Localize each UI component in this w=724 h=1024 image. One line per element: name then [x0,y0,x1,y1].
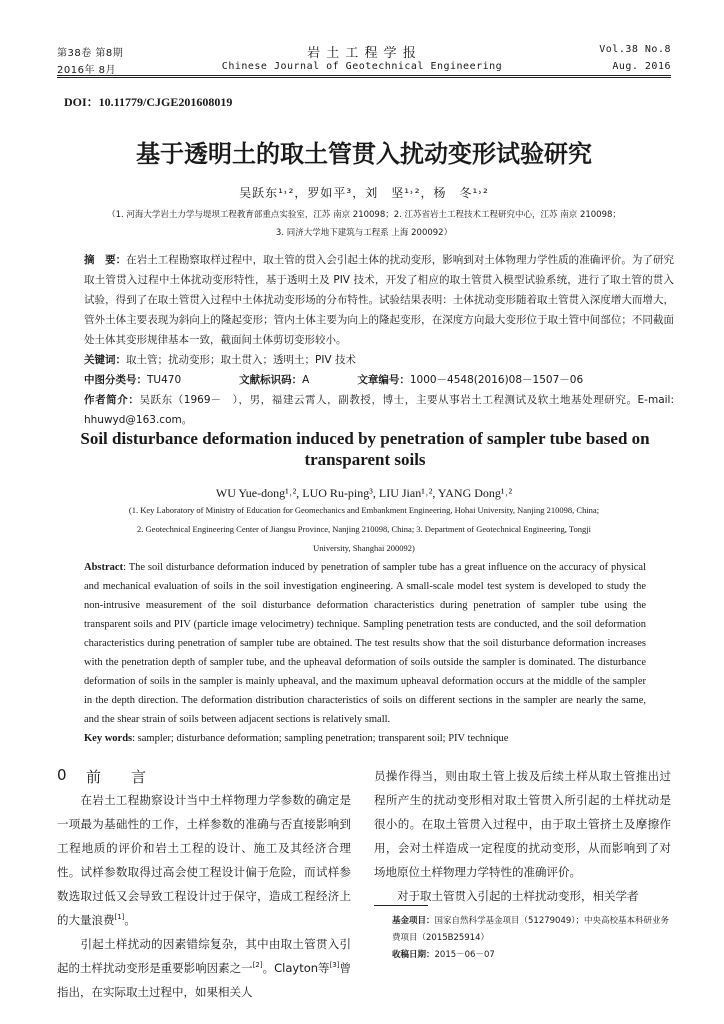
doi: DOI：10.11779/CJGE201608019 [64,95,233,109]
en-authors: WU Yue-dong¹˒², LUO Ru-ping³, LIU Jian¹˒², YANG Dong¹˒² [215,486,513,500]
en-affiliation-2: 2. Geotechnical Engineering Center of Jiangsu Province, Nanjing 210098, China; 3. Department of Geotechnical Engineering, Tongji [137,524,591,534]
footnote-fund [392,913,671,947]
left-col-paragraph-2: 引起土样扰动的因素错综复杂，其中由取土管贯入引起的土样扰动变形是重要影响因素之一 [57,937,351,975]
received-label: 收稿日期： [392,950,435,960]
cn-keywords: 取土管；扰动变形；取土贯入；透明土；PIV 技术 [126,354,356,366]
journal-volume-en: Vol.38 No.8 [599,44,671,55]
journal-date-cn: 2016年 8月 [57,65,116,76]
cn-class: TU470 [147,374,182,386]
journal-name-en: Chinese Journal of Geotechnical Engineering [221,61,503,72]
left-col-paragraph-1: 在岩土工程勘察设计当中土样物理力学参数的确定是一项最为基础性的工作，土样参数的准确与否直接影响到工程地质的评价和岩土工程的设计、施工及其经济合理性。试样参数取得过高会使工程设计偏于危险，而试样参数选取过低又会导致工程设计过于保守，造成工程经济上的大量浪费 [57,793,351,927]
en-affiliation-1: (1. Key Laboratory of Ministry of Education for Geomechanics and Embankment Engineering, Hohai University, Nanjing 210098, China; [128,505,600,515]
cn-doccode: A [302,374,310,386]
en-affiliation-3: University, Shanghai 200092) [313,543,415,553]
cn-abstract-label: 摘 要： [84,254,127,266]
en-abstract-text: : The soil disturbance deformation induced by penetration of sampler tube has a great influence on the accuracy of physical and mechanical evaluation of soils in the soil investigation engineering. A small-scale model test system is developed to study the non-intrusive measurement of the soil disturbance deformation characteristics during penetration of sampler tube using the transparent soils and PIV (particle image velocimetry) technique. Sampling penetration tests are conducted, and the soil deformation characteristics during penetration of sampler tube are obtained. The test results show that the soil disturbance deformation increases with the penetration depth of sampler tube, and the upheaval deformation of soils outside the sampler is dominated. The disturbance deformation of soils in the sampler is mainly upheaval, and the maximum upheaval deformation occurs at the middle of the sampler in the depth direction. The deformation distribution characteristics of soils on different sections in the sampler are nearly the same, and the shear strain of soils between adjacent sections is relatively small. [84,562,646,725]
section-title: 前 言 [86,768,147,786]
cn-doccode-label: 文献标识码： [239,374,303,386]
section-number: 0 [57,766,67,784]
journal-volume-issue: 第38卷 第8期 [57,48,124,59]
journal-date-en: Aug. 2016 [612,61,671,72]
cn-affiliation-1: （1. 河海大学岩土力学与堤坝工程教育部重点实验室，江苏 南京 210098；2. 江苏省岩土工程技术工程研究中心，江苏 南京 210098； [107,210,621,220]
cn-abstract-text: 在岩土工程勘察取样过程中，取土管的贯入会引起土体的扰动变形，影响到对土体物理力学性质的准确评价。为了研究取土管贯入过程中土体扰动变形特性，基于透明土及 PIV 技术，开发了相应的取土管贯入模型试验系统，进行了取土管的贯入试验，得到了在取土管贯入过程中土体扰动变形场的分布特性。试验结果表明：土体扰动变形随着取土管贯入深度增大而增大，管外土体主要表现为斜向上的隆起变形；管内土体主要为向上的隆起变形，在深度方向最大变形位于取土管中间部位；不同截面处土体其变形规律基本一致，截面间土体剪切变形较小。 [84,254,675,346]
cn-affiliation-2: 3. 同济大学地下建筑与工程系 上海 200092） [275,228,453,238]
left-col-paragraph-2-end: 曾指出，在实际取土过程中，如果相关人 [57,961,352,999]
journal-name-cn: 岩 土 工 程 学 报 [307,46,417,61]
citation-3: [3] [329,961,340,970]
cn-abstract-block [84,250,674,430]
en-abstract-label: Abstract [84,562,124,573]
en-keywords-label: Key words [84,733,133,744]
cn-title: 基于透明土的取土管贯入扰动变形试验研究 [136,140,592,168]
header-rule [57,75,671,76]
footnote-received [392,948,671,960]
citation-1: [1] [114,913,125,922]
footnote-rule [374,905,428,906]
header-rule-2 [57,77,671,78]
right-column [374,764,671,908]
cn-class-label: 中图分类号： [84,374,147,386]
en-keywords: : sampler; disturbance deformation; sampling penetration; transparent soil; PIV technique [132,733,509,744]
right-col-paragraph-2: 对于取土管贯入引起的土样扰动变形，相关学者 [374,889,639,903]
fund-text: 国家自然科学基金项目（51279049）；中央高校基本科研业务费项目（2015B25914） [392,916,670,943]
cn-authors: 吴跃东¹˒²，罗如平³，刘 坚¹˒²，杨 冬¹˒² [239,186,489,200]
right-col-paragraph-1: 员操作得当，则由取土管上拔及后续土样从取土管推出过程所产生的扰动变形相对取土管贯入所引起的土样扰动是很小的。在取土管贯入过程中，由于取土管挤土及摩擦作用，会对土样造成一定程度的扰动变形，从而影响到了对场地原位土样物理力学特性的准确评价。 [374,769,671,879]
en-abstract-block [84,558,646,748]
cn-artno: 1000－4548(2016)08－1507－06 [409,374,584,386]
cn-author-intro: 吴跃东（1969－ ），男，福建云霄人，副教授，博士，主要从事岩土工程测试及软土地基处理研究。E-mail: hhuwyd@163.com。 [84,394,675,426]
en-title: Soil disturbance deformation induced by penetration of sampler tube based on transparent soils [80,429,650,469]
left-col-paragraph-1-end: 。 [124,913,136,927]
cn-keywords-label: 关键词： [84,354,126,366]
cn-author-intro-label: 作者简介： [84,394,140,406]
citation-2: [2] [252,961,263,970]
fund-label: 基金项目： [392,916,435,926]
cn-artno-label: 文章编号： [357,374,410,386]
received-date: 2015－06－07 [434,950,495,960]
left-column [57,788,351,1004]
left-col-paragraph-2-mid: 。Clayton等 [262,961,330,975]
